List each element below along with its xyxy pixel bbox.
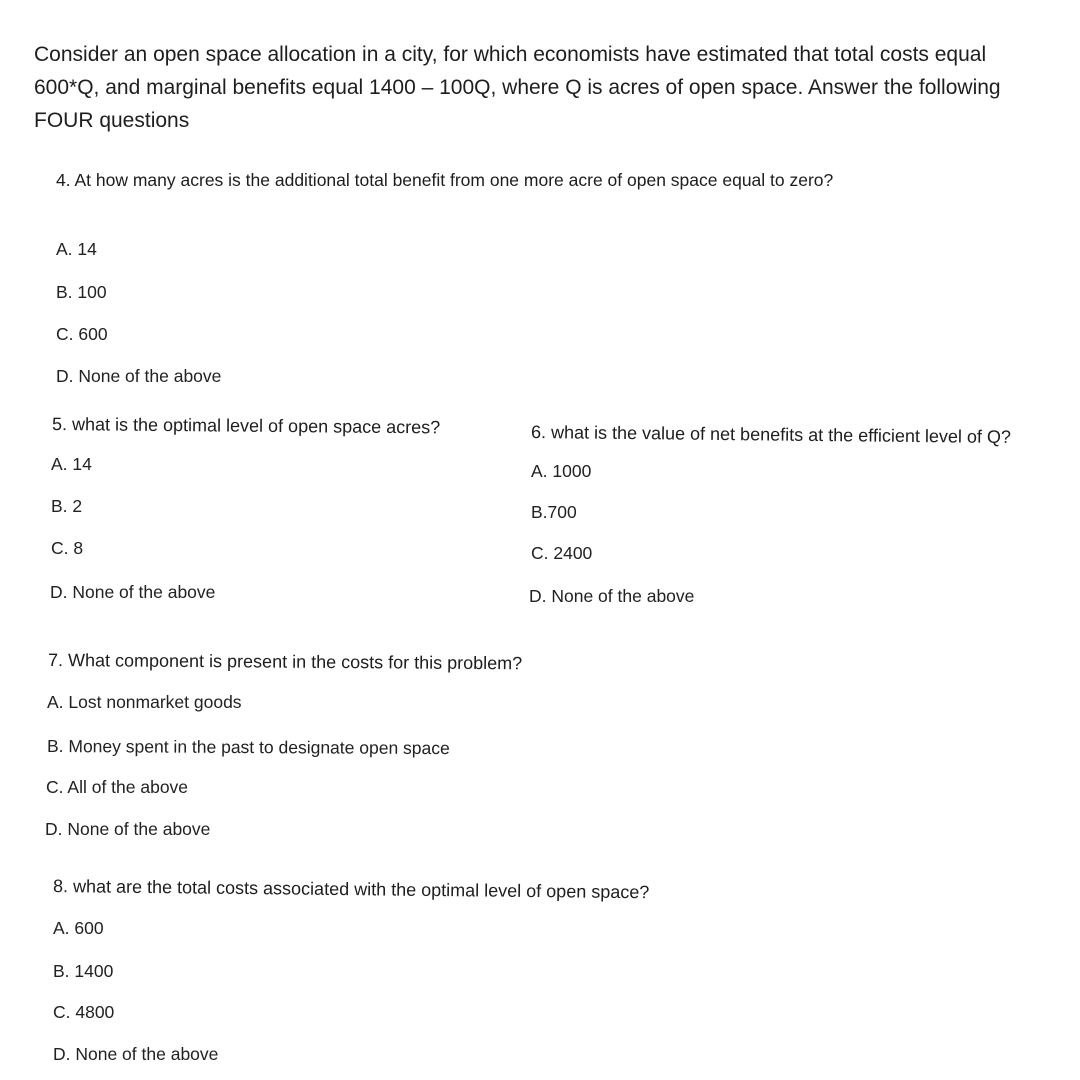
question-4-option-d: D. None of the above bbox=[56, 366, 222, 386]
question-5-option-c: C. 8 bbox=[51, 538, 84, 558]
question-5-option-b: B. 2 bbox=[51, 496, 83, 516]
question-6-option-d: D. None of the above bbox=[529, 586, 695, 606]
question-5-option-d: D. None of the above bbox=[50, 582, 216, 602]
question-4-option-a: A. 14 bbox=[56, 239, 97, 259]
question-4-option-c: C. 600 bbox=[56, 324, 108, 344]
question-8-option-c: C. 4800 bbox=[53, 1002, 115, 1022]
question-4-option-b: B. 100 bbox=[56, 282, 107, 302]
question-7-option-c: C. All of the above bbox=[46, 777, 189, 797]
question-6-option-a: A. 1000 bbox=[531, 461, 592, 481]
intro-paragraph: Consider an open space allocation in a city, for which economists have estimated that total costs equal 600*Q, and marginal benefits equal 1400 – 100Q, where Q is acres of open space. Answer the following FOUR questions bbox=[34, 43, 1001, 132]
question-7-option-b: B. Money spent in the past to designate open space bbox=[46, 736, 450, 759]
question-7-prompt: 7. What component is present in the costs for this problem? bbox=[47, 650, 523, 674]
question-4-prompt: 4. At how many acres is the additional total benefit from one more acre of open space equal to zero? bbox=[56, 170, 834, 190]
question-8-option-d: D. None of the above bbox=[53, 1044, 219, 1064]
question-5-prompt: 5. what is the optimal level of open space acres? bbox=[51, 414, 441, 438]
question-5-option-a: A. 14 bbox=[51, 454, 92, 474]
question-7-option-a: A. Lost nonmarket goods bbox=[47, 692, 242, 712]
question-6-option-c: C. 2400 bbox=[531, 543, 593, 563]
question-8-prompt: 8. what are the total costs associated with the optimal level of open space? bbox=[52, 876, 650, 903]
question-8-option-b: B. 1400 bbox=[53, 961, 114, 981]
question-6-prompt: 6. what is the value of net benefits at the efficient level of Q? bbox=[530, 422, 1012, 448]
question-8-option-a: A. 600 bbox=[53, 918, 104, 938]
question-7-option-d: D. None of the above bbox=[45, 819, 211, 839]
question-6-option-b: B.700 bbox=[531, 502, 577, 522]
